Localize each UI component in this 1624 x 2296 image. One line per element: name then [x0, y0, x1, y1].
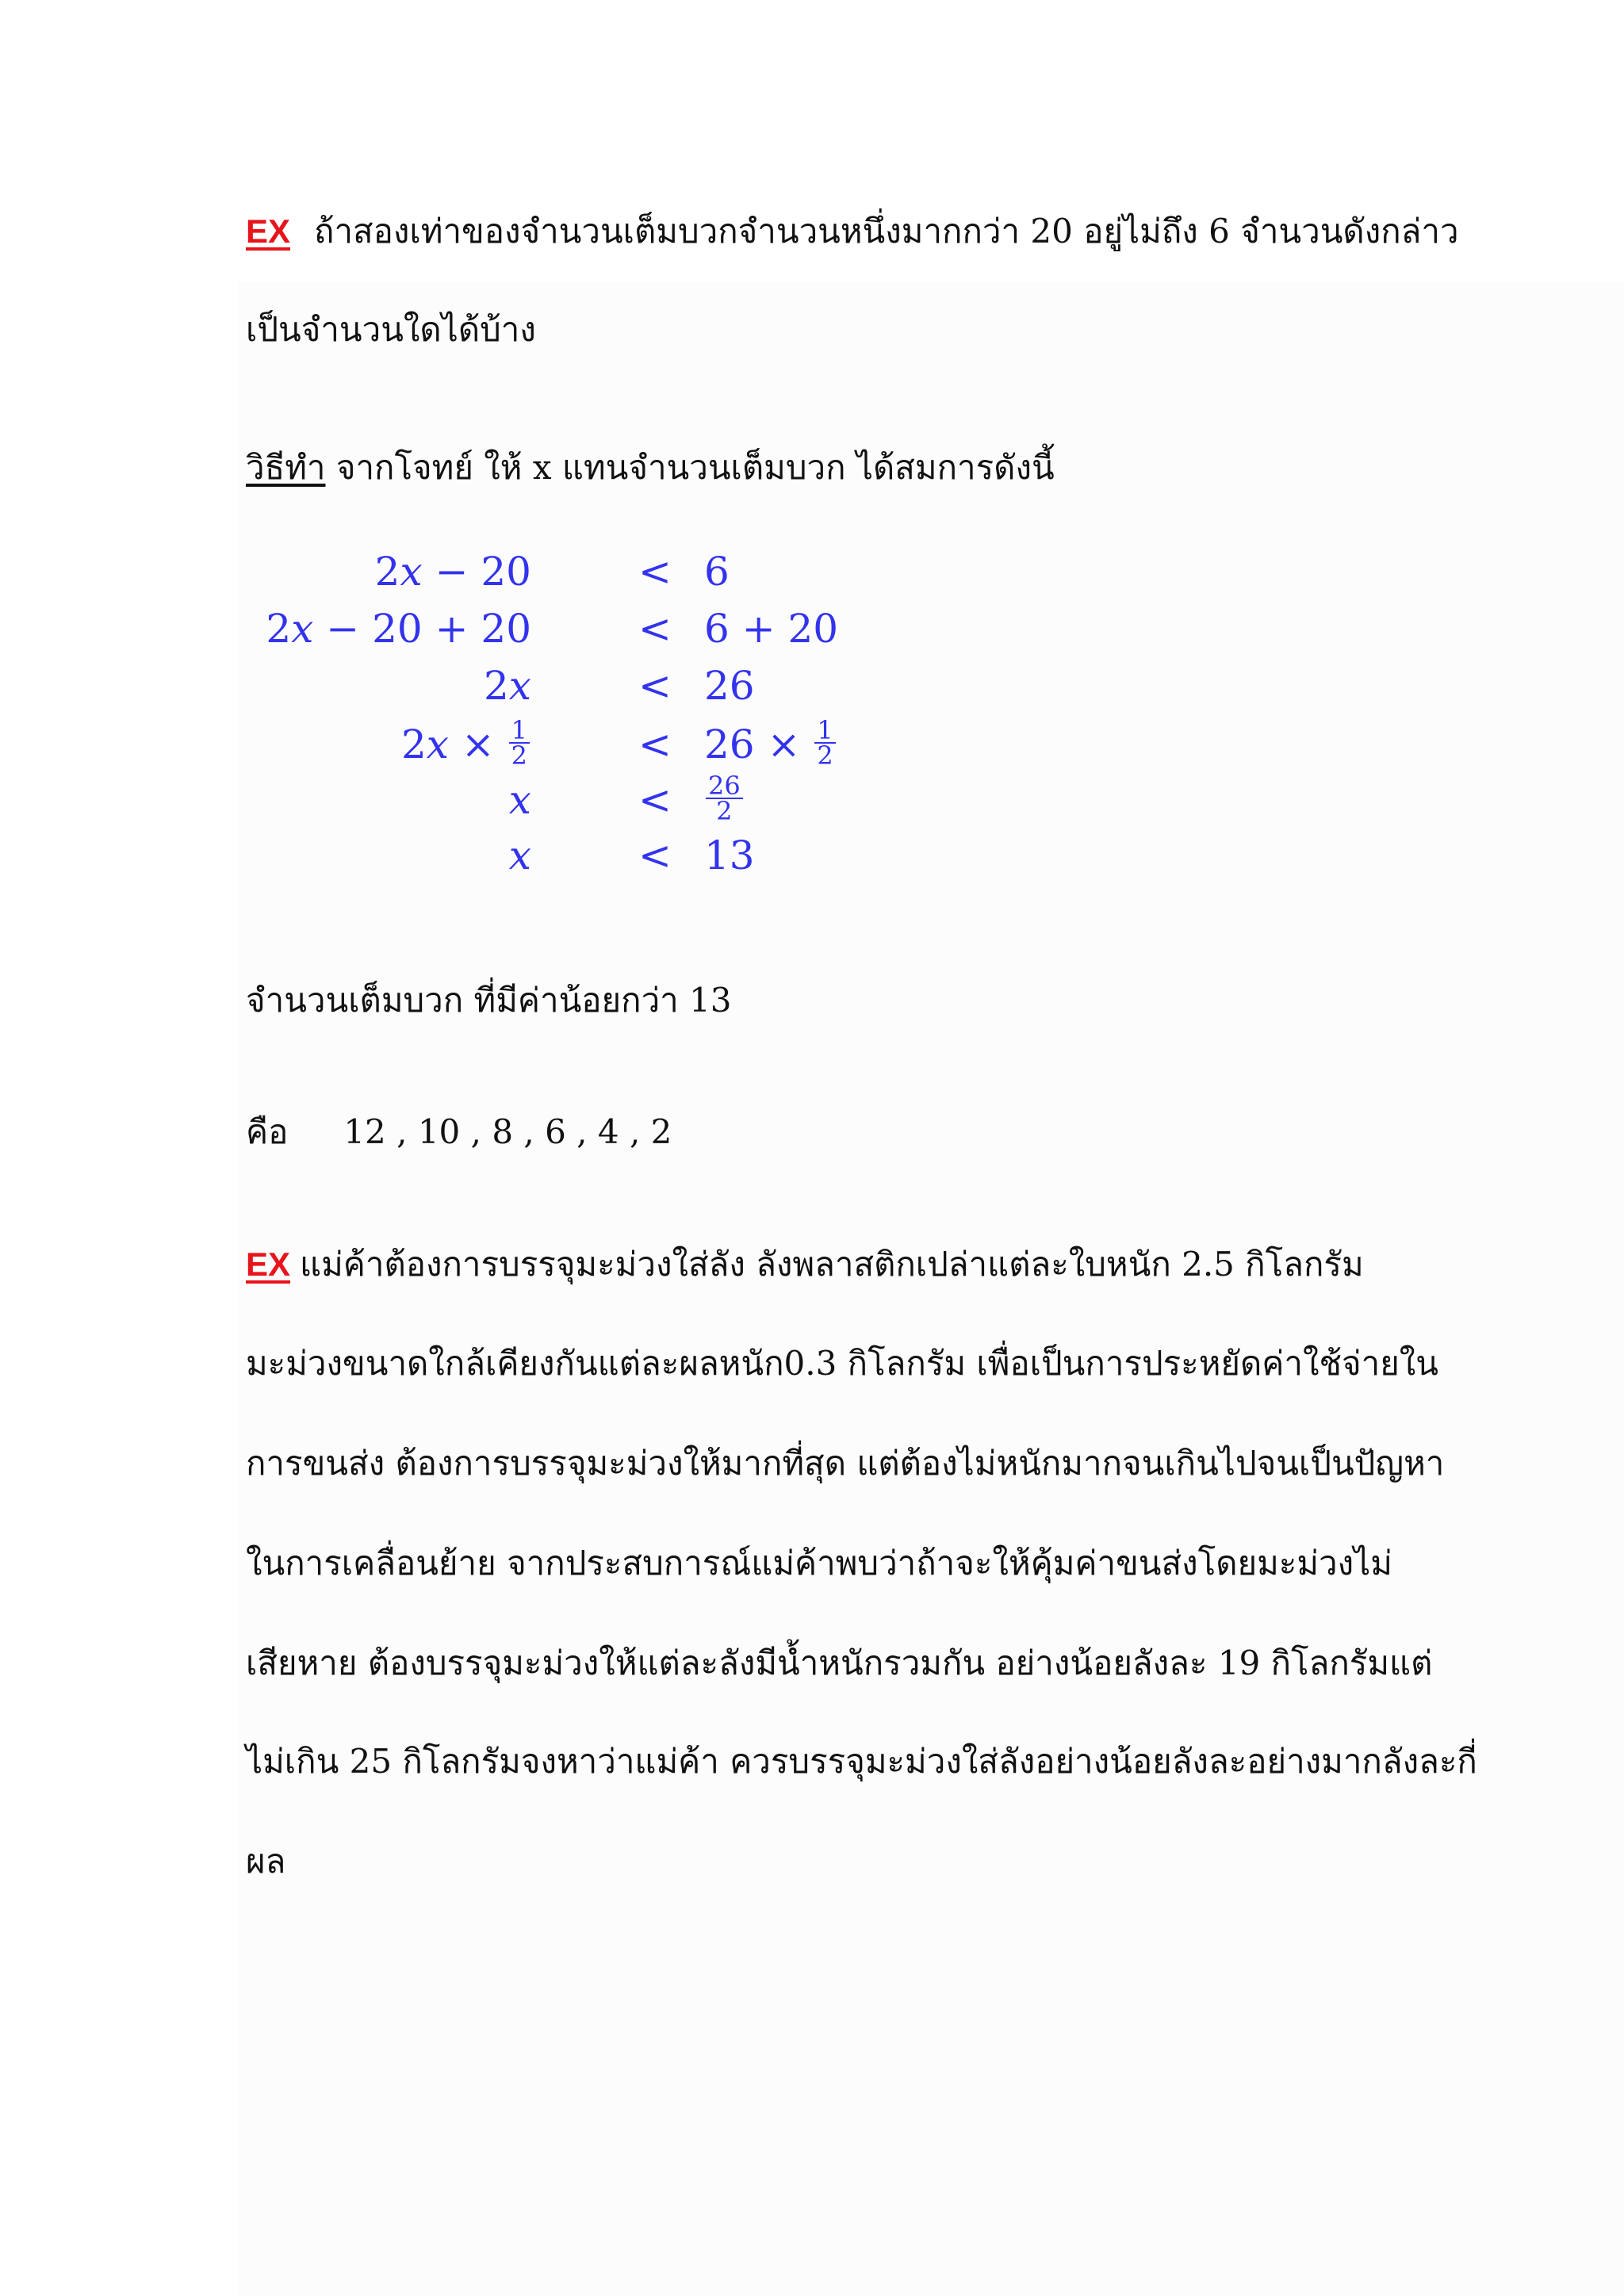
eq3-op: < [638, 663, 672, 709]
eq4-lhs: 2x × $\frac{1}{2}$ [401, 721, 531, 772]
example2-tag: EX [246, 1246, 291, 1283]
example1-line2: เป็นจำนวนใดได้บ้าง [246, 310, 536, 349]
eq4-rhs: 26 × $\frac{1}{2}$ [704, 721, 837, 772]
example2-text-1: แม่ค้าต้องการบรรจุมะม่วงใส่ลัง ลังพลาสติกเปล่าแต่ละใบหนัก 2.5 กิโลกรัม [300, 1245, 1364, 1284]
example2-line7: ผล [246, 1842, 286, 1881]
example2-line3: การขนส่ง ต้องการบรรจุมะม่วงให้มากที่สุด แต่ต้องไม่หนักมากจนเกินไปจนเป็นปัญหา [246, 1444, 1445, 1483]
eq1-rhs: 6 [704, 549, 730, 595]
eq5-lhs: x [508, 777, 531, 823]
equation-row-1 [349, 549, 856, 596]
eq6-lhs: x [508, 832, 531, 878]
example1-text-1: ถ้าสองเท่าของจำนวนเต็มบวกจำนวนหนึ่งมากกว่า 20 อยู่ไม่ถึง 6 จำนวนดังกล่าว [314, 212, 1459, 251]
example1-line1 [246, 208, 1459, 255]
answer-values: 12 , 10 , 8 , 6 , 4 , 2 [343, 1112, 672, 1151]
eq2-lhs: 2x − 20 + 20 [266, 606, 531, 652]
eq2-op: < [638, 606, 672, 652]
eq4-op: < [638, 721, 672, 767]
eq6-op: < [638, 832, 672, 878]
equation-row-3 [349, 663, 856, 710]
eq3-lhs: 2x [483, 663, 531, 709]
example2-line6: ไม่เกิน 25 กิโลกรัมจงหาว่าแม่ค้า ควรบรรจุมะม่วงใส่ลังอย่างน้อยลังละอย่างมากลังละกี่ [246, 1742, 1477, 1781]
eq2-rhs: 6 + 20 [704, 606, 839, 652]
eq5-op: < [638, 777, 672, 823]
answer-line [246, 1108, 672, 1156]
solution-label: วิธีทำ [246, 448, 326, 487]
eq4-lhs-fraction: $\frac{1}{2}$ [509, 718, 530, 767]
example1-tag: EX [246, 212, 291, 250]
eq5-rhs [704, 771, 745, 828]
equation-row-2 [266, 606, 856, 653]
eq1-op: < [638, 549, 672, 595]
eq1-lhs: 2x − 20 [374, 549, 531, 595]
answer-label: คือ [246, 1112, 289, 1151]
example2-line4: ในการเคลื่อนย้าย จากประสบการณ์แม่ค้าพบว่าถ้าจะให้คุ้มค่าขนส่งโดยมะม่วงไม่ [246, 1544, 1392, 1582]
example2-line5: เสียหาย ต้องบรรจุมะม่วงให้แต่ละลังมีน้ำหนักรวมกัน อย่างน้อยลังละ 19 กิโลกรัมแต่ [246, 1644, 1433, 1682]
equation-row-4 [349, 715, 856, 771]
solution-intro: จากโจทย์ ให้ x แทนจำนวนเต็มบวก ได้สมการดังนี้ [325, 448, 1055, 487]
example2-line2: มะม่วงขนาดใกล้เคียงกันแต่ละผลหนัก0.3 กิโลกรัม เพื่อเป็นการประหยัดค่าใช้จ่ายใน [246, 1344, 1439, 1383]
equation-row-6 [349, 832, 856, 880]
eq5-rhs-fraction: $\frac{26}{2}$ [706, 774, 743, 823]
equation-row-5 [349, 771, 856, 826]
eq3-rhs: 26 [704, 663, 755, 709]
eq4-rhs-fraction: $\frac{1}{2}$ [814, 718, 835, 767]
solution-line [246, 444, 1055, 492]
result-line: จำนวนเต็มบวก ที่มีค่าน้อยกว่า 13 [246, 981, 732, 1020]
example2-line1 [246, 1241, 1364, 1288]
eq6-rhs: 13 [704, 832, 755, 878]
